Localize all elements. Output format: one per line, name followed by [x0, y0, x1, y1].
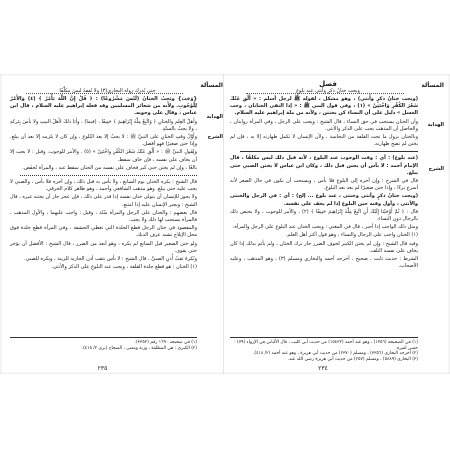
divider: [240, 151, 418, 152]
paragraph: (عند بلوغ) : أي : وقت الوجوب عند البلوغ ، لأنه قبل ذلك ليس مكلفًا ، قال الإمام أحمد : لا بأس أن يختن قبل ذلك ، وكان ابن عباس لا يختن الصبي حتى يبلغ.: [230, 155, 418, 176]
paragraph: وبالختان يزول ما تحت القلفة من النجاسة ، ولأن الإنسان لا تكمل طهارته إلا به ، فإن لم يختن لم تصح طهارته.: [230, 134, 418, 148]
paragraph: (ويجب ختانُ ذكرٍ وأنثى وخنثى ، عند بلوغ ... إلخ) : أي : في الرجل والخنثى والأنثى ، وأول وقته حين البلوغ إذا لم يخف على نفسه.: [230, 193, 418, 207]
page-number: ٢٣٥: [97, 365, 108, 372]
footnote: (١) في صحيحه ١٦٩٠ رقم (٣٣٥٢).: [134, 340, 197, 345]
header-rule: [26, 93, 183, 94]
paragraph: {وَجَبَ} ويَجِبُ الختانُ (لَيْسَ مَشْرُوعًا) : ﴿ قُلْ إِنَّ اللَّهَ يَأْمُرُ ﴾ (٤) وَالأَمْرُ لِلْوُجُوبِ. ولأنه من شعائر المسلمين وقد فعله إبراهيم عليه السلام ، قال ابن عباس ، وقال على وجوبه.: [10, 96, 198, 117]
paragraph: ولو ختن الصغير قبل السابع لم يكره ، وهو أبعد من الضرر ، قال الشيخ : الأفضل أن يؤخر حتى يقوى.: [10, 240, 197, 254]
right-body-text: [230, 96, 418, 271]
paragraph: (ويجب ختانُ ذكرٍ وأُنثى) ، وهو مشكل ، لقوله ﷺ لرجل أسلم : « أَلْقِ عَنْكَ شَعْرَ الكُفْرِ وَاخْتَتِنْ » (١) ، وفي قول النبي ﷺ : « إذا التقى الختانان ، وجب الغسل » دليل على أن النساء كن يختتن ، ولأنه من ملة إبراهيم عليه السلام.: [230, 96, 418, 117]
footnote: (٣) البخاري (٥٨٨٩) ، ومسلم (٢٥٧) من حديث أبي هريرة رضي الله عنه.: [287, 356, 418, 362]
paragraph: (١) الختان : هو قطع جلدة القلفة ، ويجب عند البلوغ على الذكر والأنثى.: [51, 264, 197, 271]
left-page-header: [6, 80, 223, 94]
header-title: فصل: [319, 80, 337, 88]
paragraph: ويُكرهُ ثقبُ أُذنِ الصبيِّ ، قال الشيخ : لا بأس بثقب أذن الجارية للزينة ، ويكره للصبي.: [24, 256, 197, 263]
header-subtitle: حتى يُدرِك رواه البخاري(٣) ولا نُفقةَ ليسَ مكلَّفًا: [59, 88, 156, 94]
header-label: المسألة: [200, 82, 223, 89]
paragraph: قال : ﴿ ثُمَّ أَوْحَيْنَا إِلَيْكَ أَنِ اتَّبِعْ مِلَّةَ إِبْرَاهِيمَ حَنِيفًا ﴾ (٢) ، والأمر للوجوب ، ولا يختص ذلك بالرجال دون النساء.: [230, 208, 418, 223]
paragraph: بالغًا ، وإن لم يختن حتى كبر فخاف على نفسه من الختان سقط عنه ، والمرأة تُخفَض.: [22, 164, 197, 171]
paragraph: (١) الختان واجب على الرجال والنساء ، وهو قول أكثر أهل العلم.: [285, 232, 418, 239]
paragraph: ولا يجوز للإنسان أن يتولى ختان نفسه إذا قدر على ذلك ، فإن عجز جاز أن يختنه غيره ، قال الشيخ : ويجبر الإنسان عليه إذا امتنع.: [10, 194, 197, 208]
book-spread: [6, 74, 444, 374]
paragraph: وأَهلُ العِلم والختانِ ﴿ وَاتَّبِعْ مِلَّةَ إِبْرَاهِيمَ ﴾ حَنِيفًا ، (فيما) ، وأَبَا ذلكَ لأَهلُ البيتِ ولا بأسَ بِتَركهِ ، ولا يجبُ بالسنّةِ.: [10, 118, 197, 132]
margin-label-hidaya: الهداية: [427, 122, 444, 128]
paragraph: والمقصود في ختان الرجل قطع الجلدة التي تغطي الحشفة ، وفي المرأة قطع جلدة فوق محل الإيلاج تشبه عرف الديك.: [10, 225, 197, 239]
paragraph: قال في الشرح : وإن أخره إلى البلوغ فلا بأس ، ويستحب أن يكون في حال الصغر لأنه أسرع برءًا ، وإذا ختن صغيرًا لم يعد بعد البلوغ.: [230, 178, 418, 192]
footnote: (٢) الكبرى : هي المطلقة ، وزنة ومعنى ، الصحاح (بري ٢/ ٤١٥).: [81, 345, 197, 351]
footnote: (٢) أخرجه البخاري (٣٣٥٦) ، ومسلم (٢٣٧٠) من حديث أبي هريرة ، وهو عند أحمد (٢/ ٤١٨).: [253, 351, 418, 357]
margin-label-hidaya: الهداية: [206, 114, 223, 120]
paragraph: الشرط : حديث ثابت ، صحيح ، أخرجه أحمد والبخاري ومسلم (٣) ، وهو المذهب ، وعليه الأصحاب.: [230, 256, 418, 270]
paragraph: ولِقَولِ النبيِّ ﷺ : « أَلْقِ عَنْكَ شَعْرَ الكُفْرِ واخْتَتِنْ » (٥) . والأمر للوجوب. وقيل : لا يجب إلا أن يخاف على نفسه ، فإن خاف سقط.: [10, 149, 197, 163]
paragraph: وفيه قال الشيخ : وإن لم يختن الكبير لخوف الضرر جاز ترك الختان ، ولم يأثم بذلك إذا كان يخاف على نفسه التلف.: [230, 240, 418, 254]
page-number: ٢٣٤: [318, 365, 328, 372]
right-page: [226, 74, 444, 374]
paragraph: قال الشيخ : يكره الختان يوم السابع ، ولا بأس به قبل ذلك ، وإن أخره فلا بأس ، والصبي لا يجب عليه حتى يبلغ. وهو مذهب الشافعي وأحمد ، وهو ظاهر كلام الخرقي.: [10, 179, 197, 193]
divider: [20, 175, 197, 176]
margin-label-sharh: الشرح: [428, 166, 444, 172]
right-footnotes: [230, 337, 418, 362]
paragraph: وأن الختان يستحب في حق النساء ، قال الشيخ : ويجب على الرجل ، وفي المرأة روايتان ، والحاصل أن المذهب يجب على الذكر والأنثى.: [230, 118, 418, 132]
paragraph: قال بعضهم : والختان على الرجل والمرأة سُنّة ، وقيل : واجب عليهما ، والأول المذهب ، فالمرأة يستحب لها ذلك ولا يجب.: [10, 209, 197, 224]
margin-label-sharh: الشرح: [207, 134, 223, 140]
footnote: (١) في الصحيحة (١٣٥٦) ، وهو عند أحمد (١٥٤٣٢) من حديث أبي كليب ، قال الألباني في الإرواء (٧٩) : حسن لغيره.: [234, 340, 418, 351]
header-label: المسألة: [421, 82, 444, 89]
left-body-text: [10, 96, 197, 272]
left-footnotes: [10, 337, 197, 351]
paragraph: ومثل ذلك الواجب إذا أجبر ، قال في المغني : ويجب الختان عند البلوغ على الرجل والمرأة.: [232, 224, 418, 231]
right-page-header: [226, 80, 444, 94]
header-subtitle: ويجب ختانُ ذكرٍ وأُنثى عند بلوغٍ: [296, 88, 360, 94]
left-page: [6, 74, 224, 374]
paragraph: وأَوَّلُ وقتِ الختانِ على النبيِّ ﷺ : لا يجبُ إلا بعد البُلوغ ، وإن كان لا يلزمه إلا بعد أن يبلغ. وإذا ختن صغيرًا فهو أفضل.: [10, 134, 197, 148]
header-rule: [246, 93, 404, 94]
